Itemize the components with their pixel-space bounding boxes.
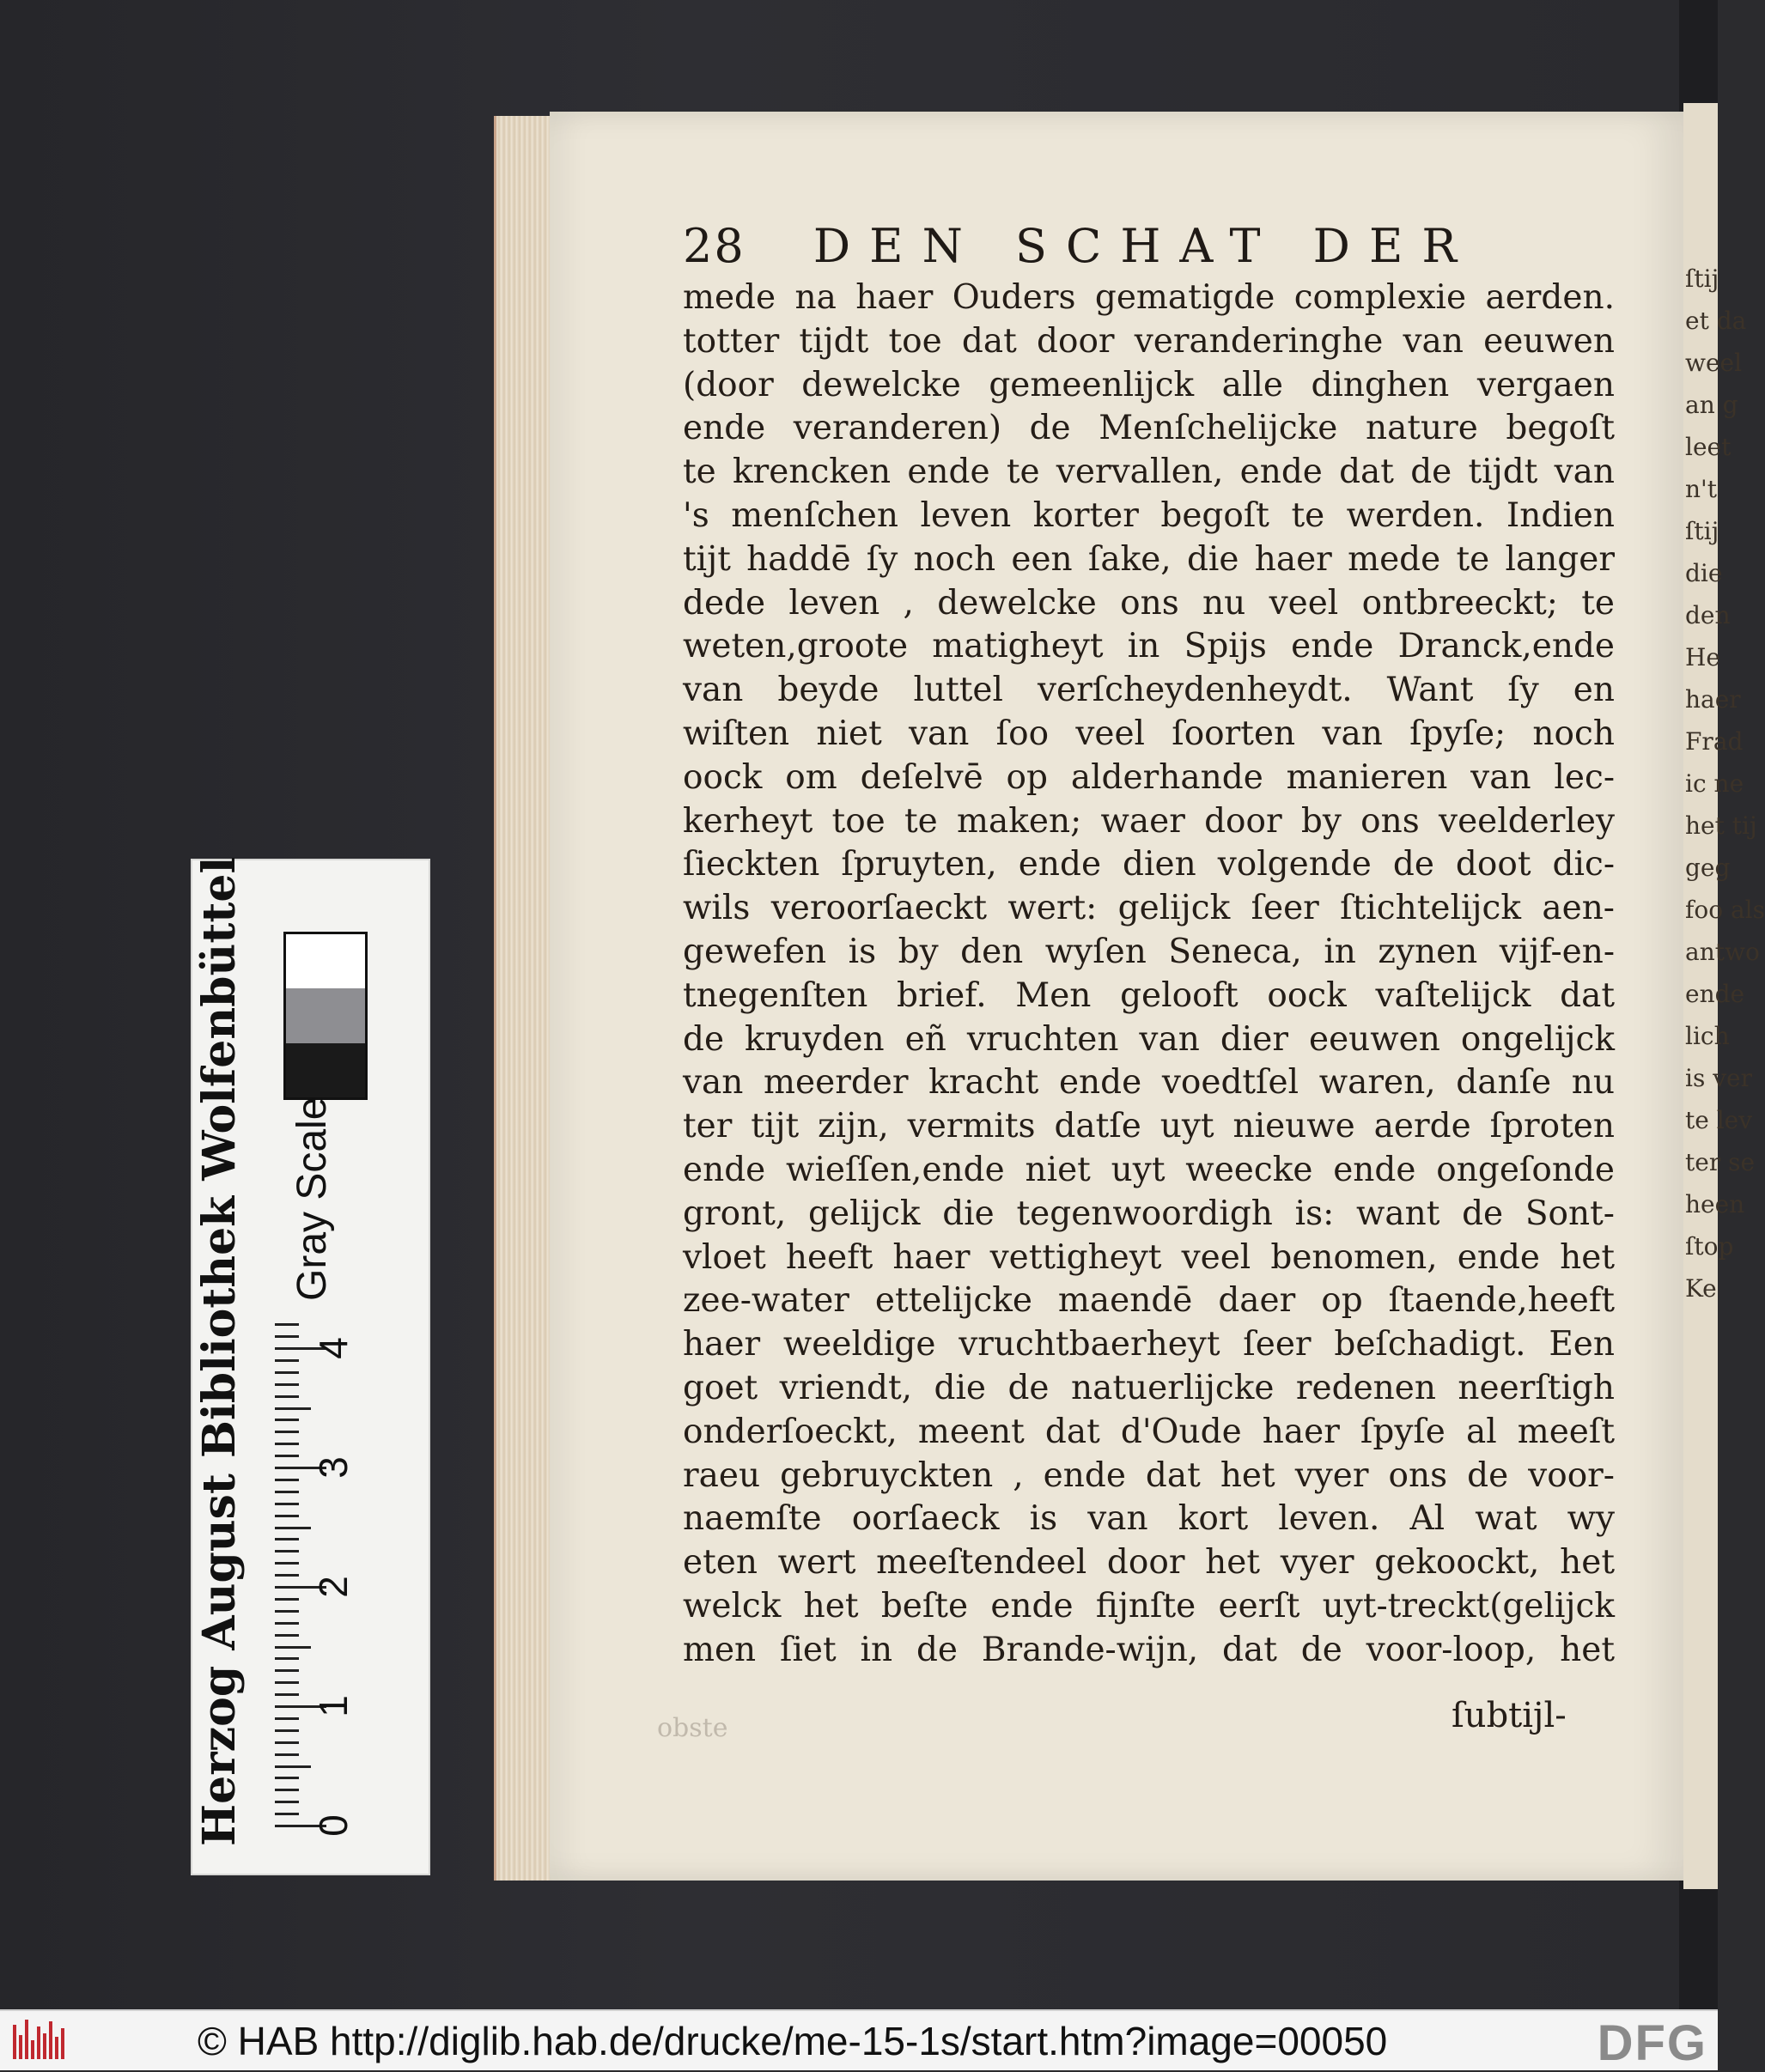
text-line: de kruyden eñ vruchten van dier eeuwen ongelijck — [683, 1019, 1615, 1059]
ruler-tick — [275, 1491, 299, 1493]
library-name: Herzog August Bibliothek Wolfenbüttel — [193, 856, 246, 1846]
text-line: goet vriendt, die de natuerlijcke redenen neerſtigh — [683, 1368, 1615, 1407]
book-page-edges — [494, 116, 557, 1881]
ruler-tick — [275, 1407, 311, 1410]
ruler-tick — [275, 1753, 299, 1756]
logo-bar — [49, 2021, 52, 2059]
text-line: wils veroorſaeckt wert: gelijck ſeer ſtichtelijck aen- — [683, 889, 1615, 928]
text-line: totter tijdt toe dat door veranderinghe van eeuwen — [683, 321, 1615, 361]
facing-page — [1683, 103, 1765, 1889]
ruler-tick — [275, 1729, 299, 1732]
text-line: ende veranderen) de Menſchelijcke nature begoſt — [683, 409, 1615, 448]
gray-swatch — [286, 934, 365, 988]
ruler-tick — [275, 1359, 299, 1362]
text-line: naemſte oorſaeck is van kort leven. Al wat wy — [683, 1499, 1615, 1539]
text-line: gront, gelijck die tegenwoordigh is: want de Sont- — [683, 1194, 1615, 1233]
logo-bar — [19, 2035, 22, 2059]
text-line: gewefen is by den wyſen Seneca, in zynen vijf-en- — [683, 932, 1615, 971]
ruler-tick — [275, 1693, 299, 1696]
text-line: dede leven , dewelcke ons nu veel ontbreeckt; te — [683, 583, 1615, 623]
text-line: zee-water ettelijcke maendē daer op ſtaende,heeft — [683, 1281, 1615, 1321]
ruler-tick — [275, 1371, 299, 1374]
text-line: tijt haddē ſy noch een ſake, die haer mede te langer — [683, 539, 1615, 579]
logo-bar — [13, 2025, 16, 2059]
ruler-tick — [275, 1574, 299, 1577]
logo-bar — [43, 2033, 46, 2059]
ruler-tick — [275, 1765, 311, 1768]
ruler-tick — [275, 1598, 299, 1601]
ruler-tick — [275, 1610, 299, 1613]
ruler-number: 4 — [310, 1337, 356, 1359]
ruler-tick — [275, 1383, 299, 1386]
ruler-tick — [275, 1741, 299, 1744]
logo-bar — [37, 2026, 40, 2059]
ruler-tick — [275, 1515, 299, 1517]
ruler-tick — [275, 1395, 299, 1398]
text-line: welck het beſte ende fijnſte eerſt uyt-treckt(gelijck — [683, 1586, 1615, 1625]
page-number: 28 — [683, 219, 746, 273]
ruler-tick — [275, 1550, 299, 1552]
gray-swatch — [286, 1043, 365, 1097]
ruler-tick — [275, 1777, 299, 1779]
gray-scale-label: Gray Scale — [289, 1097, 335, 1301]
ruler-tick — [275, 1634, 299, 1637]
text-line: oock om deſelvē op alderhande manieren van lec- — [683, 757, 1615, 797]
text-line: (door dewelcke gemeenlijck alle dinghen vergaen — [683, 365, 1615, 404]
text-line: van beyde luttel verſcheydenheydt. Want ſy en — [683, 671, 1615, 710]
ruler-tick — [275, 1538, 299, 1540]
ruler-number: 1 — [310, 1695, 356, 1717]
logo-bar — [25, 2020, 28, 2059]
ruler-tick — [275, 1527, 311, 1529]
gray-swatch — [286, 988, 365, 1042]
ruler-tick — [275, 1646, 311, 1649]
bleed-through-text: obste — [657, 1713, 728, 1743]
footer-bar — [0, 2009, 1718, 2070]
ruler-tick — [275, 1503, 299, 1505]
text-line: raeu gebruyckten , ende dat het vyer ons de voor- — [683, 1455, 1615, 1495]
centimeter-ruler — [275, 1327, 361, 1842]
text-line: te krencken ende te vervallen, ende dat de tijdt van — [683, 453, 1615, 492]
text-line: tnegenſten brief. Men gelooft oock vaſtelijck dat — [683, 975, 1615, 1015]
ruler-tick — [275, 1622, 299, 1625]
text-line: weten,groote matigheyt in Spijs ende Dranck,ende — [683, 627, 1615, 666]
text-line: eten wert meeſtendeel door het vyer gekoockt, het — [683, 1543, 1615, 1583]
text-line: wiſten niet van ſoo veel ſoorten van ſpyſe; noch — [683, 714, 1615, 753]
text-line: onderſoeckt, meent dat d'Oude haer ſpyſe al meeſt — [683, 1412, 1615, 1451]
ruler-number: 2 — [310, 1576, 356, 1598]
facing-page-text-fragment: ſtij et da weel an g leet n't ſtij die den He haer Frad ic ne het tij geg foo als antwo ende lich is ver te lev ter se heen ſtop Ke — [1685, 264, 1765, 1303]
page-body-text — [683, 276, 1615, 1673]
text-line: ende wieſſen,ende niet uyt weecke ende ongeſonde — [683, 1150, 1615, 1189]
dfg-logo: DFG — [1597, 2015, 1707, 2071]
running-header — [683, 219, 1476, 273]
catchword: ſubtijl- — [1452, 1696, 1567, 1735]
text-line: vloet heeft haer vettigheyt veel benomen, ende het — [683, 1237, 1615, 1277]
ruler-tick — [275, 1479, 299, 1481]
hab-barcode-logo-icon — [13, 2020, 71, 2063]
text-line: mede na haer Ouders gematigde complexie aerden. — [683, 278, 1615, 317]
text-line: men ſiet in de Brande-wijn, dat de voor-loop, het — [683, 1630, 1615, 1669]
logo-bar — [55, 2037, 58, 2059]
text-line: haer weeldige vruchtbaerheyt ſeer beſchadigt. Een — [683, 1325, 1615, 1364]
text-line: van meerder kracht ende voedtſel waren, danſe nu — [683, 1063, 1615, 1103]
text-line: ſieckten ſpruyten, ende dien volgende de doot dic- — [683, 845, 1615, 884]
text-line: kerheyt toe te maken; waer door by ons veelderley — [683, 801, 1615, 841]
ruler-tick — [275, 1801, 299, 1803]
logo-bar — [31, 2040, 34, 2059]
ruler-tick — [275, 1431, 299, 1433]
ruler-tick — [275, 1657, 299, 1660]
text-line: 's menſchen leven korter begoſt te werden. Indien — [683, 495, 1615, 535]
copyright-link[interactable]: © HAB http://diglib.hab.de/drucke/me-15-1s/start.htm?image=00050 — [198, 2019, 1388, 2063]
running-head-title: DEN SCHAT DER — [813, 219, 1476, 273]
ruler-tick — [275, 1681, 299, 1684]
ruler-tick — [275, 1669, 299, 1672]
ruler-tick — [275, 1455, 299, 1457]
ruler-tick — [275, 1335, 299, 1338]
ruler-tick — [275, 1717, 299, 1720]
ruler-tick — [275, 1789, 299, 1791]
text-line: ter tijt zijn, vermits datſe uyt nieuwe aerde ſproten — [683, 1107, 1615, 1146]
ruler-tick — [275, 1323, 299, 1326]
ruler-tick — [275, 1562, 299, 1565]
ruler-number: 3 — [310, 1456, 356, 1479]
ruler-number: 0 — [310, 1814, 356, 1837]
gray-scale-swatches — [283, 932, 368, 1100]
logo-bar — [61, 2028, 64, 2059]
ruler-tick — [275, 1443, 299, 1445]
ruler-tick — [275, 1419, 299, 1421]
ruler-tick — [275, 1813, 299, 1815]
